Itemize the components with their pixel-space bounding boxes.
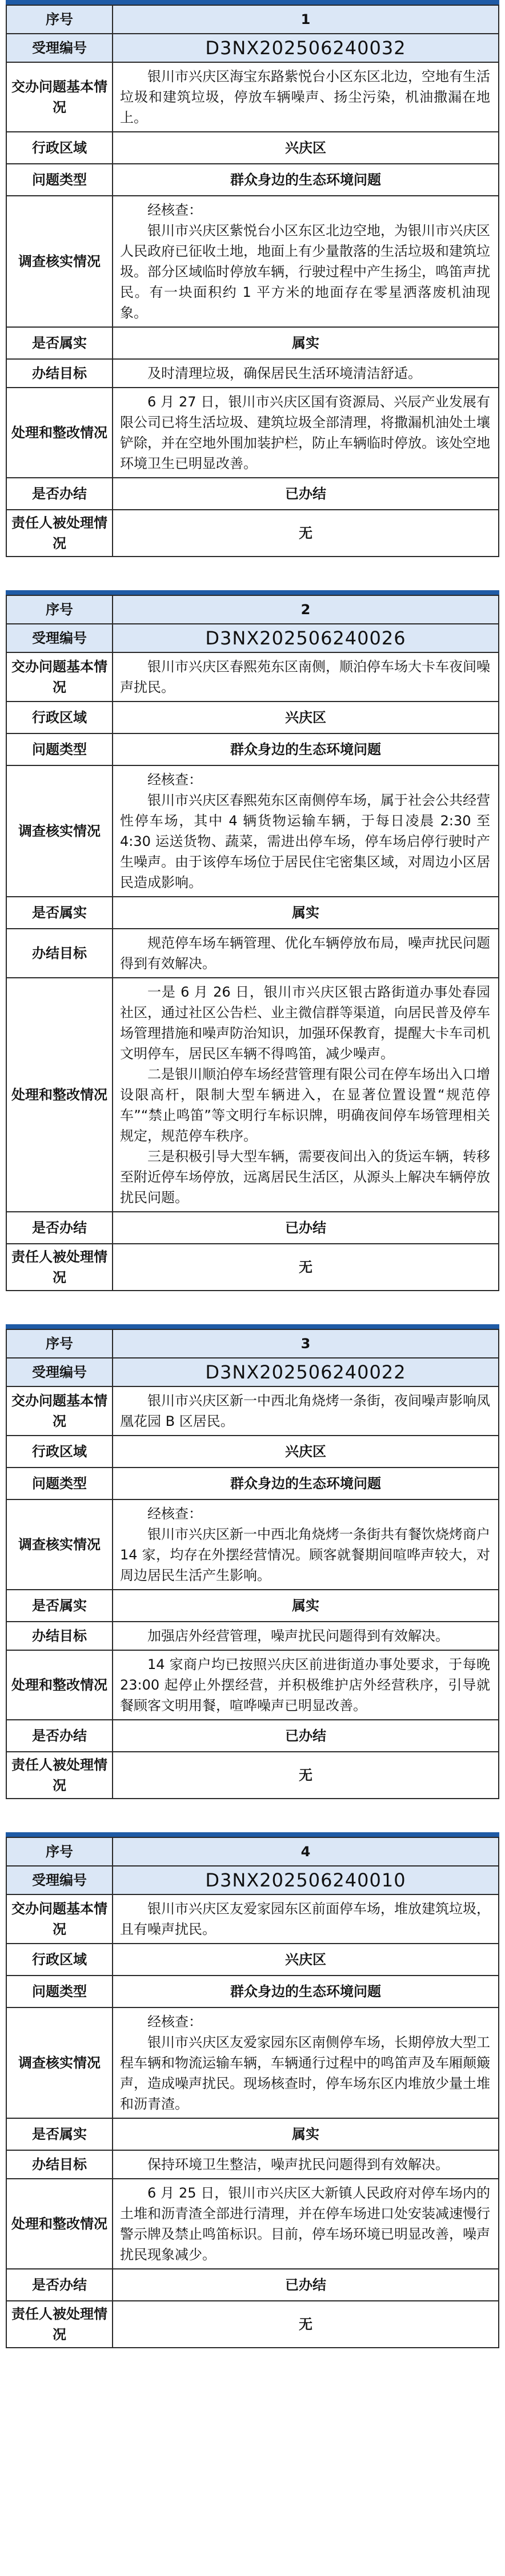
record-confirmed: 属实 bbox=[113, 2118, 499, 2150]
investigation-paragraph: 经核查： bbox=[147, 772, 202, 788]
field-label: 是否属实 bbox=[6, 1590, 113, 1622]
issue-paragraph: 银川市兴庆区春熙苑东区南侧，顺泊停车场大卡车夜间噪声扰民。 bbox=[120, 659, 490, 695]
field-label: 问题类型 bbox=[6, 1468, 113, 1499]
record-type: 群众身边的生态环境问题 bbox=[113, 733, 499, 765]
record-type: 群众身边的生态环境问题 bbox=[113, 1976, 499, 2007]
investigation-paragraph: 银川市兴庆区新一中西北角烧烤一条街共有餐饮烧烤商户 14 家，均存在外摆经营情况。顾客就餐期间喧哗声较大，对周边居民生活产生影响。 bbox=[120, 1526, 490, 1583]
handling-paragraph: 三是积极引导大型车辆，需要夜间出入的货运车辆，转移至附近停车场停放，远离居民生活区，从源头上解决车辆停放扰民问题。 bbox=[120, 1148, 490, 1206]
record-confirmed: 属实 bbox=[113, 897, 499, 929]
field-label: 行政区域 bbox=[6, 702, 113, 733]
issue-paragraph: 银川市兴庆区新一中西北角烧烤一条街，夜间噪声影响凤凰花园 B 区居民。 bbox=[120, 1393, 490, 1429]
field-label: 是否办结 bbox=[6, 1212, 113, 1244]
field-label: 处理和整改情况 bbox=[6, 978, 113, 1212]
field-label: 受理编号 bbox=[6, 1358, 113, 1386]
record-closed: 已办结 bbox=[113, 478, 499, 510]
field-label: 序号 bbox=[6, 1837, 113, 1866]
record-code: D3NX202506240032 bbox=[113, 34, 499, 62]
goal-paragraph: 保持环境卫生整洁，噪声扰民问题得到有效解决。 bbox=[147, 2156, 449, 2172]
record-table bbox=[6, 1837, 499, 2348]
record-code: D3NX202506240026 bbox=[113, 624, 499, 652]
handling-paragraph: 14 家商户均已按照兴庆区前进街道办事处要求，于每晚 23:00 起停止外摆经营，并积极维护店外经营秩序，引导就餐顾客文明用餐，喧哗噪声已明显改善。 bbox=[120, 1656, 490, 1714]
field-label: 是否属实 bbox=[6, 327, 113, 359]
field-label: 交办问题基本情况 bbox=[6, 1894, 113, 1944]
record-seq: 1 bbox=[113, 5, 499, 34]
field-label: 调查核实情况 bbox=[6, 196, 113, 327]
field-label: 序号 bbox=[6, 5, 113, 34]
field-label: 办结目标 bbox=[6, 2150, 113, 2179]
record-table bbox=[6, 595, 499, 1291]
goal-paragraph: 规范停车场车辆管理、优化车辆停放布局，噪声扰民问题得到有效解决。 bbox=[120, 935, 490, 971]
record-investigation bbox=[113, 2007, 499, 2118]
field-label: 责任人被处理情况 bbox=[6, 1752, 113, 1799]
record-block bbox=[6, 1324, 499, 1799]
record-closed: 已办结 bbox=[113, 1212, 499, 1244]
record-code: D3NX202506240022 bbox=[113, 1358, 499, 1386]
goal-paragraph: 加强店外经营管理，噪声扰民问题得到有效解决。 bbox=[147, 1628, 449, 1644]
record-block bbox=[6, 1832, 499, 2348]
record-seq: 2 bbox=[113, 595, 499, 624]
field-label: 问题类型 bbox=[6, 1976, 113, 2007]
field-label: 是否办结 bbox=[6, 478, 113, 510]
record-goal bbox=[113, 1622, 499, 1650]
record-goal bbox=[113, 2150, 499, 2179]
record-district: 兴庆区 bbox=[113, 702, 499, 733]
record-type: 群众身边的生态环境问题 bbox=[113, 1468, 499, 1499]
record-accountability: 无 bbox=[113, 1752, 499, 1799]
record-issue bbox=[113, 62, 499, 132]
field-label: 交办问题基本情况 bbox=[6, 1386, 113, 1436]
record-investigation bbox=[113, 196, 499, 327]
record-table bbox=[6, 1329, 499, 1799]
record-handling bbox=[113, 2179, 499, 2269]
field-label: 序号 bbox=[6, 1329, 113, 1358]
record-accountability: 无 bbox=[113, 1244, 499, 1291]
field-label: 办结目标 bbox=[6, 359, 113, 388]
field-label: 办结目标 bbox=[6, 1622, 113, 1650]
issue-paragraph: 银川市兴庆区海宝东路紫悦台小区东区北边，空地有生活垃圾和建筑垃圾，停放车辆噪声、扬尘污染，机油撒漏在地上。 bbox=[120, 68, 490, 126]
record-accountability: 无 bbox=[113, 2301, 499, 2348]
field-label: 处理和整改情况 bbox=[6, 2179, 113, 2269]
record-seq: 4 bbox=[113, 1837, 499, 1866]
record-investigation bbox=[113, 1499, 499, 1590]
field-label: 问题类型 bbox=[6, 733, 113, 765]
record-confirmed: 属实 bbox=[113, 1590, 499, 1622]
record-table bbox=[6, 5, 499, 557]
handling-paragraph: 6 月 25 日，银川市兴庆区大新镇人民政府对停车场内的土堆和沥青渣全部进行清理，并在停车场进口处安装减速慢行警示牌及禁止鸣笛标识。目前，停车场环境已明显改善，噪声扰民现象减少。 bbox=[120, 2185, 490, 2263]
field-label: 责任人被处理情况 bbox=[6, 1244, 113, 1291]
record-seq: 3 bbox=[113, 1329, 499, 1358]
field-label: 处理和整改情况 bbox=[6, 388, 113, 478]
record-issue bbox=[113, 1894, 499, 1944]
investigation-paragraph: 银川市兴庆区春熙苑东区南侧停车场，属于社会公共经营性停车场，其中 4 辆货物运输车辆，于每日凌晨 2:30 至 4:30 运送货物、蔬菜，需进出停车场，停车场启停行驶时产生噪声。由于该停车场位于居民住宅密集区域，对周边小区居民造成影响。 bbox=[120, 792, 490, 890]
record-accountability: 无 bbox=[113, 510, 499, 557]
record-handling bbox=[113, 978, 499, 1212]
record-issue bbox=[113, 1386, 499, 1436]
record-goal bbox=[113, 359, 499, 388]
goal-paragraph: 及时清理垃圾，确保居民生活环境清洁舒适。 bbox=[147, 365, 422, 381]
field-label: 调查核实情况 bbox=[6, 2007, 113, 2118]
field-label: 调查核实情况 bbox=[6, 1499, 113, 1590]
record-investigation bbox=[113, 765, 499, 897]
field-label: 调查核实情况 bbox=[6, 765, 113, 897]
field-label: 问题类型 bbox=[6, 164, 113, 196]
field-label: 行政区域 bbox=[6, 132, 113, 164]
record-block bbox=[6, 590, 499, 1291]
field-label: 行政区域 bbox=[6, 1436, 113, 1468]
record-district: 兴庆区 bbox=[113, 1436, 499, 1468]
issue-paragraph: 银川市兴庆区友爱家园东区前面停车场，堆放建筑垃圾，且有噪声扰民。 bbox=[120, 1901, 490, 1937]
record-handling bbox=[113, 1650, 499, 1720]
record-closed: 已办结 bbox=[113, 2269, 499, 2301]
field-label: 是否办结 bbox=[6, 1720, 113, 1752]
investigation-paragraph: 经核查： bbox=[147, 1506, 202, 1522]
record-issue bbox=[113, 652, 499, 702]
field-label: 是否办结 bbox=[6, 2269, 113, 2301]
record-district: 兴庆区 bbox=[113, 1944, 499, 1976]
field-label: 办结目标 bbox=[6, 929, 113, 978]
field-label: 行政区域 bbox=[6, 1944, 113, 1976]
handling-paragraph: 二是银川顺泊停车场经营管理有限公司在停车场出入口增设限高杆，限制大型车辆进入，在显著位置设置“规范停车”“禁止鸣笛”等文明行车标识牌，明确夜间停车场管理相关规定，规范停车秩序。 bbox=[120, 1066, 490, 1144]
record-type: 群众身边的生态环境问题 bbox=[113, 164, 499, 196]
record-goal bbox=[113, 929, 499, 978]
field-label: 受理编号 bbox=[6, 624, 113, 652]
field-label: 是否属实 bbox=[6, 897, 113, 929]
record-district: 兴庆区 bbox=[113, 132, 499, 164]
investigation-paragraph: 经核查： bbox=[147, 2014, 202, 2030]
field-label: 受理编号 bbox=[6, 1866, 113, 1894]
field-label: 交办问题基本情况 bbox=[6, 652, 113, 702]
investigation-paragraph: 银川市兴庆区友爱家园东区南侧停车场，长期停放大型工程车辆和物流运输车辆，车辆通行过程中的鸣笛声及车厢颠簸声，造成噪声扰民。现场核查时，停车场东区内堆放少量土堆和沥青渣。 bbox=[120, 2034, 490, 2112]
record-code: D3NX202506240010 bbox=[113, 1866, 499, 1894]
investigation-paragraph: 经核查： bbox=[147, 202, 202, 218]
field-label: 序号 bbox=[6, 595, 113, 624]
field-label: 交办问题基本情况 bbox=[6, 62, 113, 132]
field-label: 处理和整改情况 bbox=[6, 1650, 113, 1720]
record-handling bbox=[113, 388, 499, 478]
handling-paragraph: 一是 6 月 26 日，银川市兴庆区银古路街道办事处春园社区，通过社区公告栏、业主微信群等渠道，向居民普及停车场管理措施和噪声防治知识，加强环保教育，提醒大卡车司机文明停车，居民区车辆不得鸣笛，减少噪声。 bbox=[120, 984, 490, 1062]
field-label: 是否属实 bbox=[6, 2118, 113, 2150]
field-label: 责任人被处理情况 bbox=[6, 2301, 113, 2348]
field-label: 责任人被处理情况 bbox=[6, 510, 113, 557]
handling-paragraph: 6 月 27 日，银川市兴庆区国有资源局、兴辰产业发展有限公司已将生活垃圾、建筑垃圾全部清理，将撒漏机油处土壤铲除，并在空地外围加装护栏，防止车辆临时停放。该处空地环境卫生已明显改善。 bbox=[120, 394, 490, 471]
record-closed: 已办结 bbox=[113, 1720, 499, 1752]
record-confirmed: 属实 bbox=[113, 327, 499, 359]
field-label: 受理编号 bbox=[6, 34, 113, 62]
record-block bbox=[6, 0, 499, 557]
investigation-paragraph: 银川市兴庆区紫悦台小区东区北边空地，为银川市兴庆区人民政府已征收土地，地面上有少量散落的生活垃圾和建筑垃圾。部分区域临时停放车辆，行驶过程中产生扬尘，鸣笛声扰民。有一块面积约 1 平方米的地面存在零星洒落废机油现象。 bbox=[120, 223, 490, 321]
